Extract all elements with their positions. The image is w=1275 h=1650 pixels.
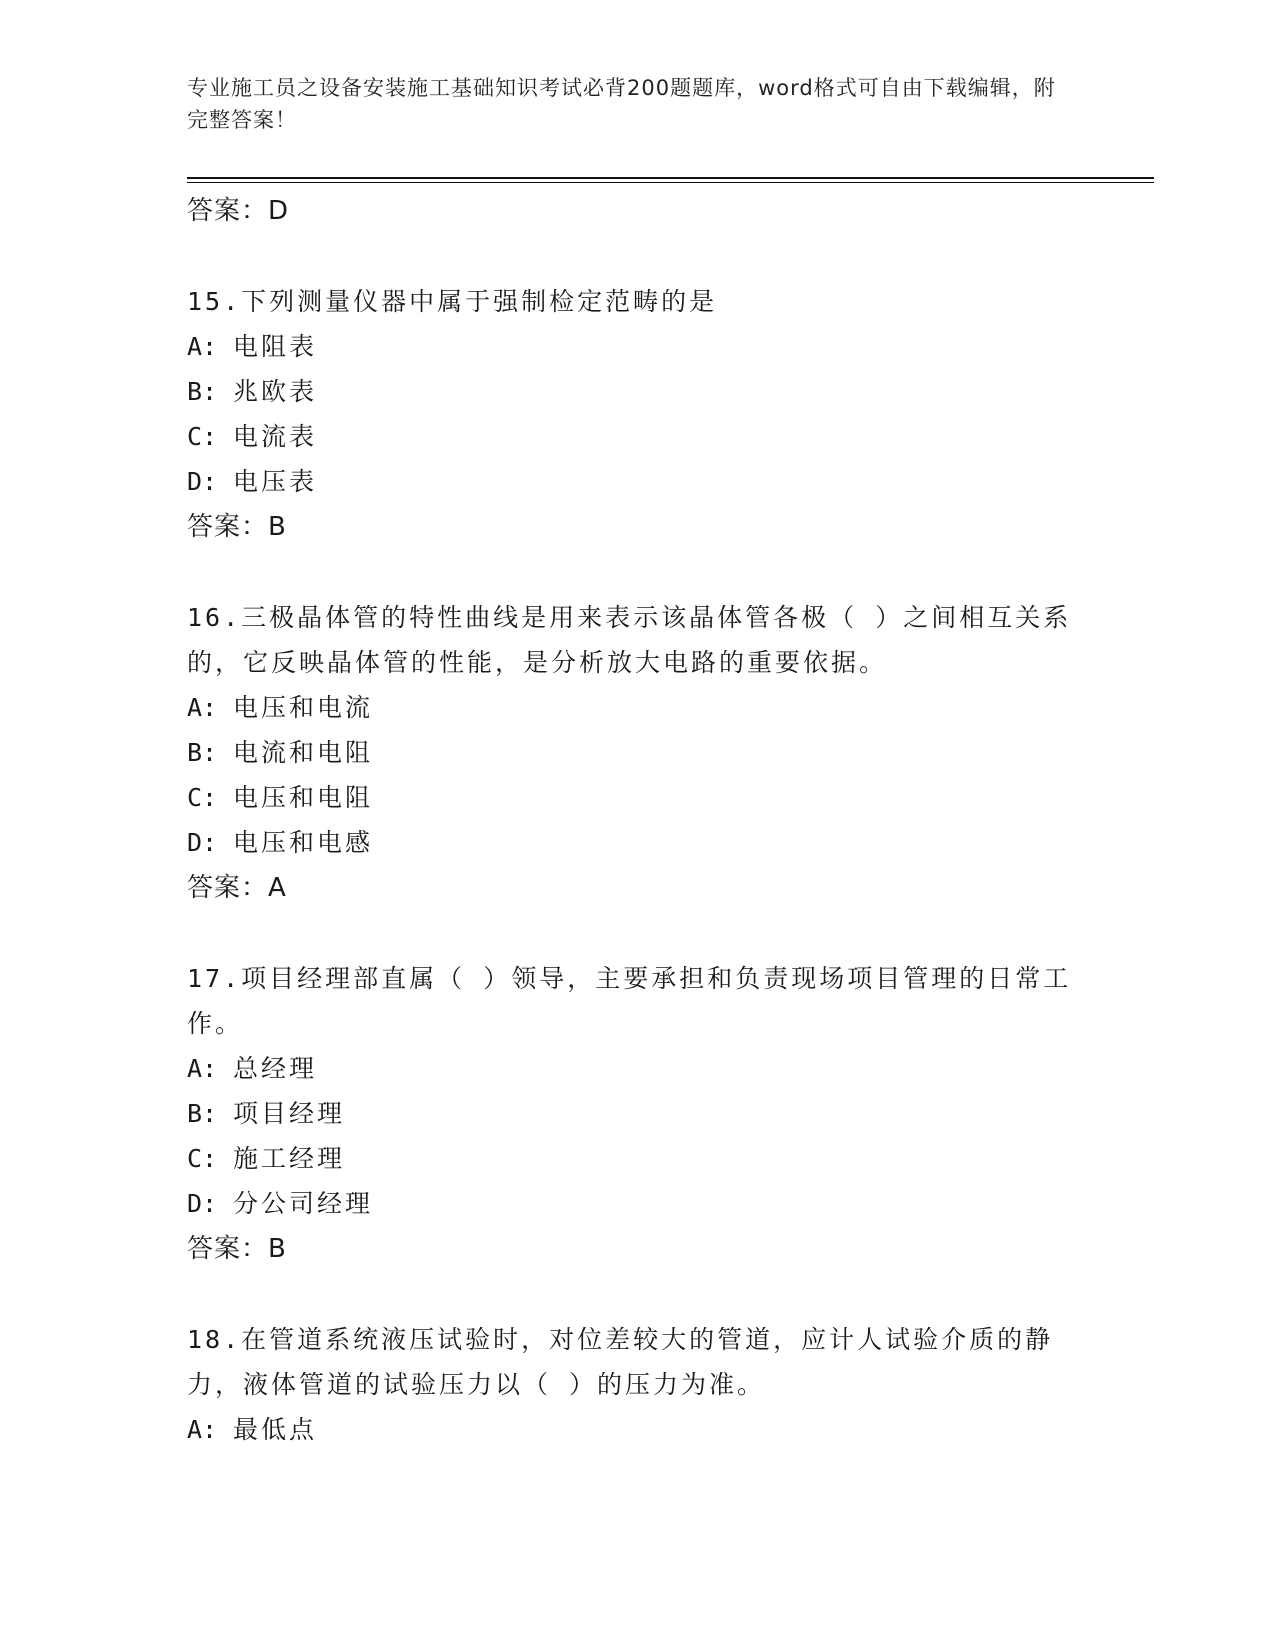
option-b [187,369,1087,414]
option-text: 电压和电阻 [233,783,374,812]
option-key: A: [187,1415,218,1444]
block-spacer [187,911,1087,956]
header-divider-thin [187,182,1154,183]
option-text: 分公司经理 [233,1189,374,1218]
option-key: B: [187,377,218,406]
option-key: D: [187,828,218,857]
option-text: 施工经理 [233,1144,346,1173]
option-text: 电流和电阻 [233,738,374,767]
option-key: C: [187,1144,218,1173]
header-divider-thick [187,177,1154,179]
question-block-16 [187,595,1087,911]
option-a [187,324,1087,369]
option-d [187,1181,1087,1226]
answer-line: 答案：B [187,512,287,542]
option-key: D: [187,467,218,496]
header-title: 专业施工员之设备安装施工基础知识考试必背200题题库，word格式可自由下载编辑，附完整答案！ [187,76,1056,132]
option-d [187,820,1087,865]
answer-line: 答案：A [187,873,287,903]
option-key: D: [187,1189,218,1218]
option-key: C: [187,422,218,451]
question-block-17 [187,956,1087,1272]
option-a [187,1407,1087,1452]
option-key: A: [187,1054,218,1083]
option-key: A: [187,332,218,361]
option-b [187,1091,1087,1136]
option-key: C: [187,783,218,812]
question-text: 16.三极晶体管的特性曲线是用来表示该晶体管各极（ ）之间相互关系的，它反映晶体管的性能，是分析放大电路的重要依据。 [187,603,1072,677]
question-block-15 [187,279,1087,550]
option-text: 兆欧表 [233,377,318,406]
option-key: B: [187,738,218,767]
answer-line: 答案：D [187,196,290,226]
question-block-18 [187,1317,1087,1452]
option-key: B: [187,1099,218,1128]
option-text: 最低点 [233,1415,318,1444]
option-a [187,1046,1087,1091]
option-text: 电压和电感 [233,828,374,857]
option-text: 电流表 [233,422,318,451]
block-spacer [187,550,1087,595]
option-b [187,730,1087,775]
answer-line: 答案：B [187,1234,287,1264]
option-text: 电压表 [233,467,318,496]
option-d [187,459,1087,504]
option-c [187,1136,1087,1181]
question-text: 15.下列测量仪器中属于强制检定范畴的是 [187,287,718,316]
option-a [187,685,1087,730]
option-text: 电阻表 [233,332,318,361]
block-spacer [187,1272,1087,1317]
question-text: 18.在管道系统液压试验时，对位差较大的管道，应计人试验介质的静力，液体管道的试验压力以（ ）的压力为准。 [187,1325,1054,1399]
option-text: 总经理 [233,1054,318,1083]
option-text: 电压和电流 [233,693,374,722]
question-list [187,188,1087,1452]
option-text: 项目经理 [233,1099,346,1128]
option-key: A: [187,693,218,722]
option-c [187,775,1087,820]
document-header [187,72,1067,136]
block-spacer [187,234,1087,279]
question-text: 17.项目经理部直属（ ）领导，主要承担和负责现场项目管理的日常工作。 [187,964,1072,1038]
option-c [187,414,1087,459]
